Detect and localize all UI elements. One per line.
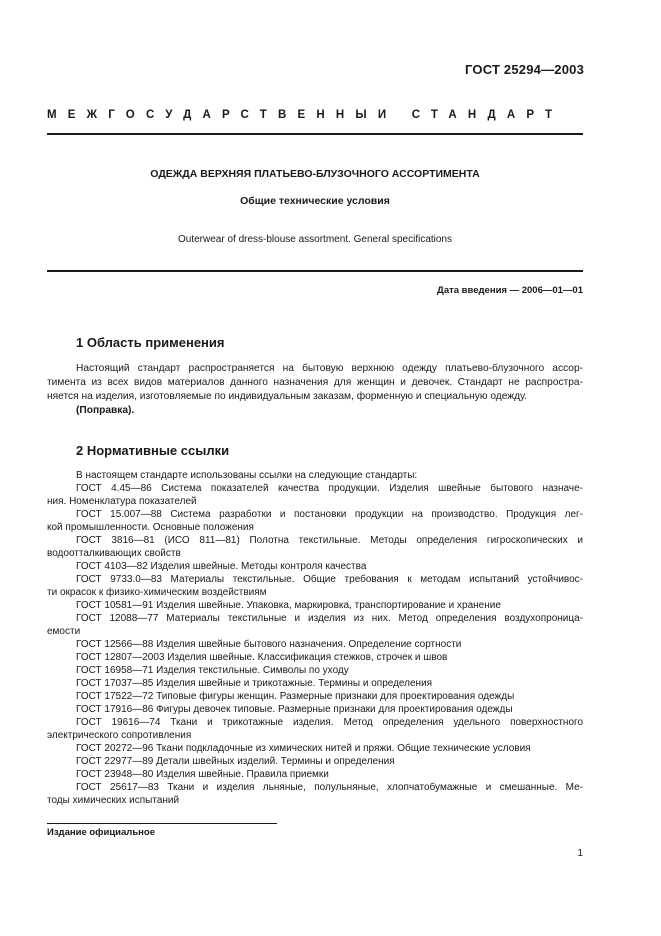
reference-entry: ГОСТ 9733.0—83 Материалы текстильные. Общие требования к методам испытаний устойчивос- (76, 574, 583, 585)
reference-entry: ГОСТ 4.45—86 Система показателей качества продукции. Изделия швейные бытового назначе- (76, 483, 583, 494)
reference-entry-continuation: кой промышленности. Основные положения (47, 522, 254, 533)
reference-entry: ГОСТ 22977—89 Детали швейных изделий. Термины и определения (76, 756, 395, 767)
document-title: ОДЕЖДА ВЕРХНЯЯ ПЛАТЬЕВО-БЛУЗОЧНОГО АССОРТИМЕНТА (150, 168, 480, 180)
scope-line: няется на изделия, изготовляемые по индивидуальным заказам, форменную и специальную одежду. (47, 391, 527, 402)
title-rule (47, 270, 583, 272)
scope-line: тимента из всех видов материалов данного назначения для женщин и девочек. Стандарт не распростра- (47, 377, 583, 388)
standard-banner: МЕЖГОСУДАРСТВЕННЫЙ СТАНДАРТ (47, 109, 564, 121)
reference-entry: ГОСТ 16958—71 Изделия текстильные. Символы по уходу (76, 665, 349, 676)
reference-entry-continuation: емости (47, 626, 81, 637)
reference-entry: ГОСТ 4103—82 Изделия швейные. Методы контроля качества (76, 561, 367, 572)
footer-rule (47, 823, 277, 824)
reference-entry-continuation: ти окрасок к физико-химическим воздействиям (47, 587, 267, 598)
reference-entry: ГОСТ 25617—83 Ткани и изделия льняные, полульняные, хлопчатобумажные и смешанные. Ме- (76, 782, 583, 793)
document-title-english: Outerwear of dress-blouse assortment. General specifications (177, 234, 452, 245)
references-intro: В настоящем стандарте использованы ссылки на следующие стандарты: (76, 470, 418, 481)
scope-line: Настоящий стандарт распространяется на бытовую верхнюю одежду платьево-блузочного ассор- (76, 363, 583, 374)
standard-number: ГОСТ 25294—2003 (465, 62, 584, 77)
reference-entry: ГОСТ 17522—72 Типовые фигуры женщин. Размерные признаки для проектирования одежды (76, 691, 515, 702)
section-heading-references: 2 Нормативные ссылки (76, 443, 230, 458)
reference-entry: ГОСТ 15.007—88 Система разработки и постановки продукции на производство. Продукция лег- (76, 509, 583, 520)
reference-entry: ГОСТ 12088—77 Материалы текстильные и изделия из них. Метод определения воздухопроница- (76, 613, 583, 624)
references-list (47, 469, 583, 807)
reference-entry-continuation: ния. Номенклатура показателей (47, 496, 197, 507)
section-scope-text (47, 362, 583, 418)
document-subtitle: Общие технические условия (240, 195, 390, 207)
official-edition-label: Издание официальное (47, 827, 155, 838)
reference-entry: ГОСТ 10581—91 Изделия швейные. Упаковка, маркировка, транспортирование и хранение (76, 600, 501, 611)
reference-entry-continuation: электрического сопротивления (47, 730, 192, 741)
section-heading-scope: 1 Область применения (76, 335, 225, 350)
reference-entry: ГОСТ 19616—74 Ткани и трикотажные изделия. Метод определения удельного поверхностного (76, 717, 583, 728)
page-number: 1 (577, 848, 583, 859)
introduction-date: Дата введения — 2006—01—01 (437, 285, 583, 296)
reference-entry-continuation: тоды химических испытаний (47, 795, 180, 806)
reference-entry: ГОСТ 20272—96 Ткани подкладочные из химических нитей и пряжи. Общие технические условия (76, 743, 531, 754)
reference-entry: ГОСТ 12566—88 Изделия швейные бытового назначения. Определение сортности (76, 639, 462, 650)
header-rule (47, 133, 583, 135)
reference-entry-continuation: водоотталкивающих свойств (47, 548, 181, 559)
reference-entry: ГОСТ 17916—86 Фигуры девочек типовые. Размерные признаки для проектирования одежды (76, 704, 513, 715)
reference-entry: ГОСТ 3816—81 (ИСО 811—81) Полотна текстильные. Методы определения гигроскопических и (76, 535, 583, 546)
reference-entry: ГОСТ 17037—85 Изделия швейные и трикотажные. Термины и определения (76, 678, 433, 689)
amendment-note: (Поправка). (76, 405, 135, 416)
reference-entry: ГОСТ 23948—80 Изделия швейные. Правила приемки (76, 769, 329, 780)
reference-entry: ГОСТ 12807—2003 Изделия швейные. Классификация стежков, строчек и швов (76, 652, 448, 663)
